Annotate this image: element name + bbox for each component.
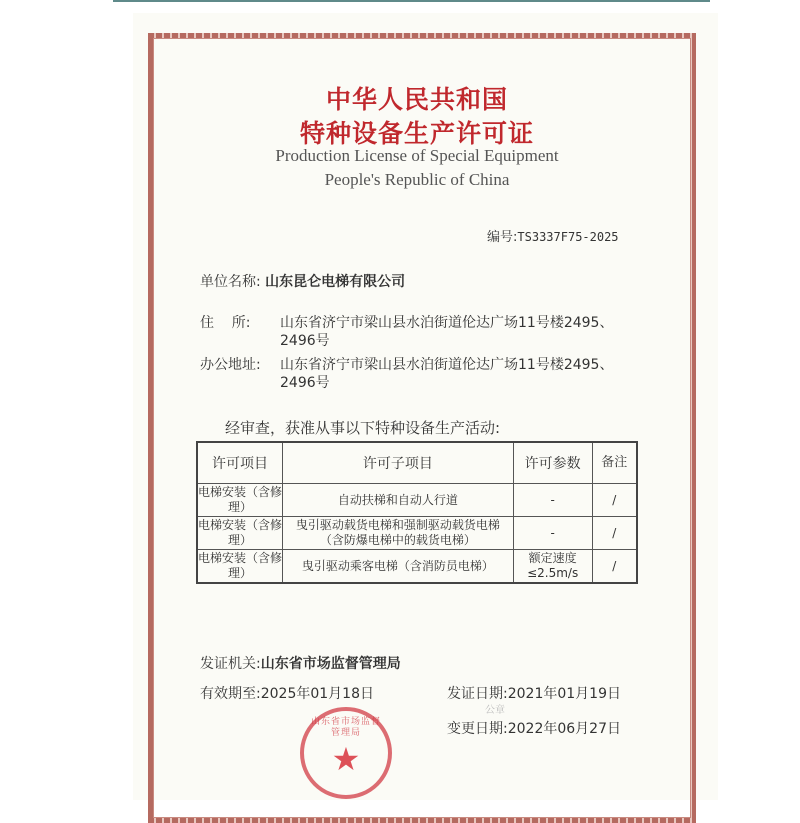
unit-name: 山东昆仑电梯有限公司 bbox=[265, 274, 406, 290]
title-en-2: People's Republic of China bbox=[324, 170, 510, 189]
title-cn-2: 特种设备生产许可证 bbox=[299, 119, 534, 148]
address-line-2: 2496号 bbox=[280, 333, 330, 349]
office-label: 办公地址: bbox=[200, 357, 261, 373]
cell-item: 电梯安装（含修理） bbox=[197, 517, 283, 550]
issuer-label: 发证机关: bbox=[200, 656, 261, 672]
address-label: 住 所: bbox=[200, 315, 251, 331]
cell-remark: / bbox=[592, 517, 637, 550]
cell-params: - bbox=[513, 484, 592, 517]
cell-remark: / bbox=[592, 550, 637, 584]
table-row bbox=[197, 550, 637, 584]
header-remark: 备注 bbox=[592, 442, 637, 484]
cell-subitem: 曳引驱动载货电梯和强制驱动载货电梯（含防爆电梯中的载货电梯） bbox=[283, 517, 514, 550]
cell-remark: / bbox=[592, 484, 637, 517]
number-label: 编号: bbox=[487, 230, 518, 245]
official-seal bbox=[300, 707, 392, 799]
intro-text: 经审查，获准从事以下特种设备生产活动: bbox=[225, 419, 501, 437]
title-cn-1: 中华人民共和国 bbox=[325, 85, 508, 114]
unit-label: 单位名称: bbox=[200, 274, 261, 290]
seal-text: 山东省市场监督管理局 bbox=[310, 717, 381, 738]
office-line-2: 2496号 bbox=[280, 375, 330, 391]
issuer: 山东省市场监督管理局 bbox=[260, 656, 401, 672]
change-date: 2022年06月27日 bbox=[507, 721, 621, 737]
cell-subitem: 自动扶梯和自动人行道 bbox=[283, 484, 514, 517]
change-label: 变更日期: bbox=[447, 721, 508, 737]
table-row bbox=[197, 484, 637, 517]
issue-label: 发证日期: bbox=[447, 686, 508, 702]
table-row bbox=[197, 517, 637, 550]
valid-label: 有效期至: bbox=[200, 686, 261, 702]
header-params: 许可参数 bbox=[513, 442, 592, 484]
header-item: 许可项目 bbox=[197, 442, 283, 484]
title-en-1: Production License of Special Equipment bbox=[275, 146, 559, 165]
header-subitem: 许可子项目 bbox=[283, 442, 514, 484]
license-number: TS3337F75-2025 bbox=[517, 230, 619, 244]
cell-params: 额定速度≤2.5m/s bbox=[513, 550, 592, 584]
cell-params: - bbox=[513, 517, 592, 550]
star-icon: ★ bbox=[331, 740, 361, 778]
table-header-row bbox=[197, 442, 637, 484]
license-table bbox=[196, 441, 638, 584]
issue-date: 2021年01月19日 bbox=[507, 686, 621, 702]
office-line-1: 山东省济宁市梁山县水泊街道伦达广场11号楼2495、 bbox=[280, 357, 614, 373]
seal-caption: 公章 bbox=[485, 705, 505, 716]
cell-item: 电梯安装（含修理） bbox=[197, 484, 283, 517]
address-line-1: 山东省济宁市梁山县水泊街道伦达广场11号楼2495、 bbox=[280, 315, 614, 331]
valid-date: 2025年01月18日 bbox=[260, 686, 374, 702]
top-rule bbox=[113, 0, 710, 2]
cell-subitem: 曳引驱动乘客电梯（含消防员电梯） bbox=[283, 550, 514, 584]
cell-item: 电梯安装（含修理） bbox=[197, 550, 283, 584]
